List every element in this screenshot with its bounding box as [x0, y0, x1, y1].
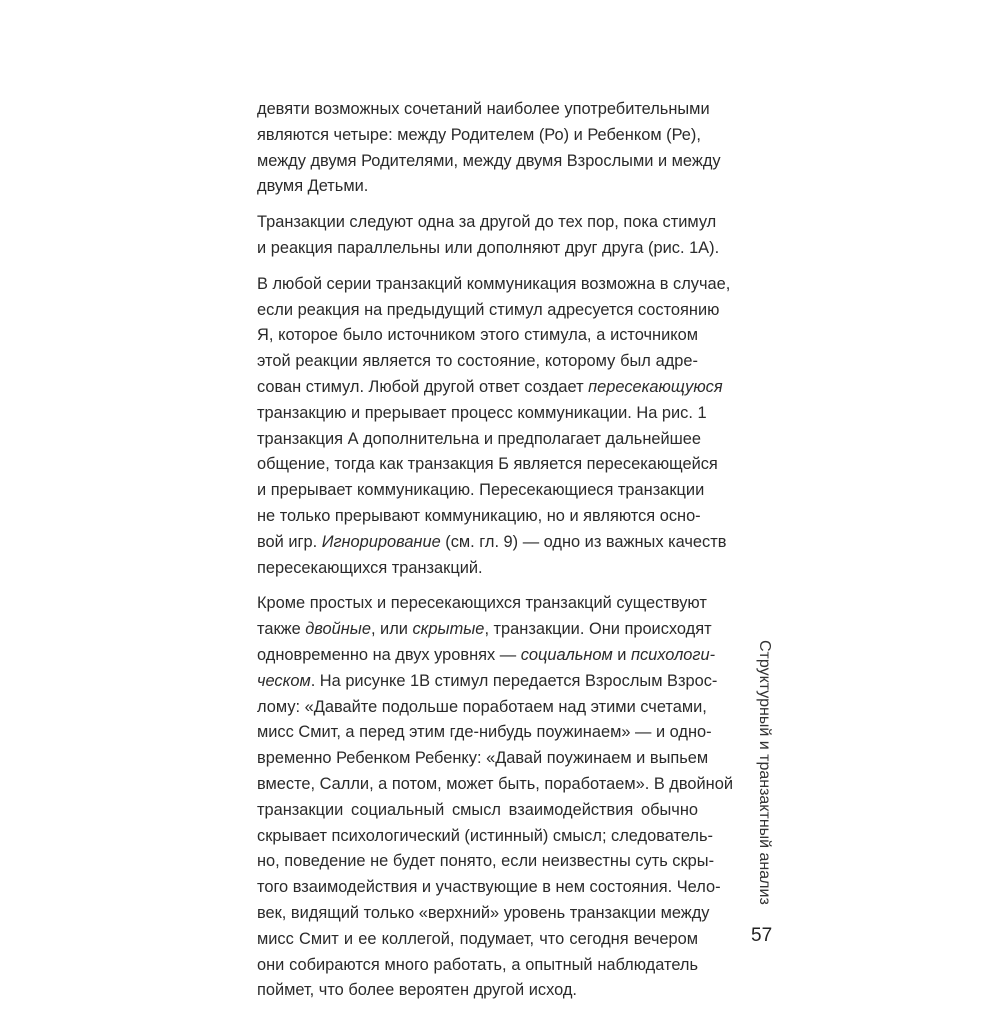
text-segment: (см. гл. 9) — одно из важных качеств — [440, 532, 727, 551]
text-segment: мисс Смит, а перед этим где-нибудь поужинаем» — и одно- — [257, 723, 712, 742]
body-text — [257, 97, 733, 1014]
text-segment: скрывает психологический (истинный) смысл; следователь- — [257, 826, 713, 845]
text-line — [257, 323, 698, 349]
paragraph — [257, 272, 731, 582]
text-segment: и прерывает коммуникацию. Пересекающиеся транзакции — [257, 481, 705, 500]
text-segment: также — [257, 620, 306, 639]
paragraph — [257, 210, 720, 262]
text-segment: и — [612, 645, 631, 664]
text-line — [257, 953, 698, 979]
text-segment: Транзакции следуют одна за другой до тех пор, пока стимул — [257, 213, 717, 232]
page-number: 57 — [751, 925, 773, 946]
text-segment: поймет, что более вероятен другой исход. — [257, 981, 577, 1000]
text-segment: лому: «Давайте подольше поработаем над этими счетами, — [257, 697, 707, 716]
italic-text: ческом — [257, 671, 311, 690]
text-segment: пересекающихся транзакций. — [257, 558, 483, 577]
text-segment: вместе, Салли, а потом, может быть, поработаем». В двойной — [257, 774, 733, 793]
text-line — [257, 720, 712, 746]
text-line — [257, 901, 710, 927]
text-line — [257, 401, 707, 427]
text-segment: этой реакции является то состояние, которому был адре- — [257, 352, 698, 371]
italic-text: скрытые — [412, 620, 485, 639]
text-segment: они собираются много работать, а опытный наблюдатель — [257, 955, 698, 974]
text-segment: если реакция на предыдущий стимул адресуется состоянию — [257, 300, 720, 319]
text-segment: век, видящий только «верхний» уровень транзакции между — [257, 903, 710, 922]
text-segment: Кроме простых и пересекающихся транзакций существуют — [257, 594, 707, 613]
text-line — [257, 746, 709, 772]
text-line — [257, 427, 702, 453]
text-line — [257, 504, 701, 530]
italic-text: психологи- — [630, 645, 716, 664]
text-line — [257, 236, 720, 262]
text-segment: , транзакции. Они происходят — [484, 620, 712, 639]
text-line — [257, 530, 727, 556]
text-line — [257, 798, 698, 824]
text-line — [257, 298, 720, 324]
text-segment: но, поведение не будет понято, если неизвестны суть скры- — [257, 852, 715, 871]
italic-text: двойные — [305, 620, 371, 639]
italic-text: Игнорирование — [321, 532, 441, 551]
text-line — [257, 375, 723, 401]
running-head — [752, 640, 776, 905]
text-line — [257, 556, 698, 582]
text-line — [257, 149, 721, 175]
text-segment: транзакцию и прерывает процесс коммуникации. На рис. 1 — [257, 403, 707, 422]
text-line — [257, 617, 712, 643]
paragraph — [257, 591, 733, 1004]
text-line — [257, 591, 707, 617]
text-segment: являются четыре: между Родителем (Ро) и Ребенком (Ре), — [257, 125, 701, 144]
text-line — [257, 210, 717, 236]
text-line — [257, 824, 713, 850]
text-segment: сован стимул. Любой другой ответ создает — [257, 377, 589, 396]
text-line — [257, 875, 721, 901]
text-line — [257, 695, 707, 721]
text-segment: , или — [370, 620, 413, 639]
text-line — [257, 978, 698, 1004]
text-segment: транзакция А дополнительна и предполагает дальнейшее — [257, 429, 702, 448]
text-segment: транзакции социальный смысл взаимодействия обычно — [257, 800, 698, 819]
text-segment: общение, тогда как транзакция Б является пересекающейся — [257, 455, 718, 474]
text-line — [257, 272, 731, 298]
text-line — [257, 643, 716, 669]
running-head-text: Структурный и транзактный анализ — [756, 640, 773, 905]
text-line — [257, 174, 698, 200]
text-segment: одновременно на двух уровнях — — [257, 645, 521, 664]
text-segment: временно Ребенком Ребенку: «Давай поужинаем и выпьем — [257, 749, 709, 768]
text-line — [257, 452, 718, 478]
text-line — [257, 849, 715, 875]
text-line — [257, 97, 710, 123]
text-line — [257, 927, 698, 953]
italic-text: пересекающуюся — [588, 377, 723, 396]
text-line — [257, 669, 718, 695]
text-segment: не только прерывают коммуникацию, но и являются осно- — [257, 506, 701, 525]
text-segment: девяти возможных сочетаний наиболее употребительными — [257, 100, 710, 118]
text-segment: двумя Детьми. — [257, 177, 369, 196]
text-segment: между двумя Родителями, между двумя Взрослыми и между — [257, 151, 721, 170]
text-segment: того взаимодействия и участвующие в нем состояния. Чело- — [257, 878, 721, 897]
paragraph — [257, 97, 721, 200]
text-segment: вой игр. — [257, 532, 322, 551]
text-segment: Я, которое было источником этого стимула, а источником — [257, 326, 698, 345]
text-line — [257, 478, 705, 504]
text-segment: мисс Смит и ее коллегой, подумает, что сегодня вечером — [257, 929, 698, 948]
text-segment: и реакция параллельны или дополняют друг друга (рис. 1А). — [257, 238, 720, 257]
text-line — [257, 772, 733, 798]
text-line — [257, 349, 698, 375]
italic-text: социальном — [520, 645, 613, 664]
text-line — [257, 123, 701, 149]
text-segment: . На рисунке 1В стимул передается Взрослым Взрос- — [310, 671, 718, 690]
text-segment: В любой серии транзакций коммуникация возможна в случае, — [257, 274, 731, 293]
